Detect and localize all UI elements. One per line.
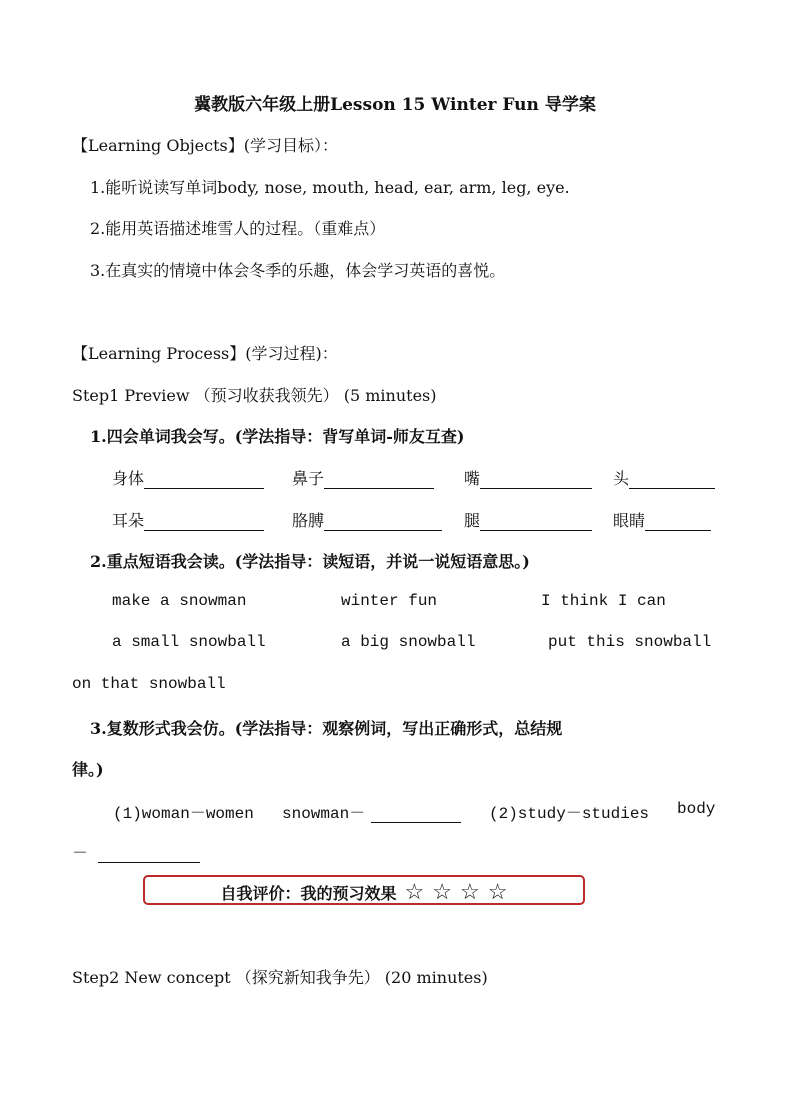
answer-blank[interactable]	[144, 472, 264, 489]
star-icon[interactable]: ☆	[404, 880, 425, 905]
answer-blank[interactable]	[324, 472, 434, 489]
word-label: 嘴	[464, 469, 481, 488]
answer-blank[interactable]	[371, 806, 461, 823]
task2-heading: 2.重点短语我会读。(学法指导：读短语，并说一说短语意思。)	[90, 552, 530, 571]
plural-question	[72, 840, 200, 863]
phrase-item: a big snowball	[341, 633, 476, 651]
word-item	[464, 508, 592, 531]
plural-dash: －	[72, 845, 89, 863]
answer-blank[interactable]	[480, 472, 592, 489]
plural-word: body	[677, 800, 716, 818]
phrase-item: I think I can	[541, 592, 666, 610]
objective-item: 1.能听说读写单词body, nose, mouth, head, ear, arm, leg, eye.	[90, 178, 570, 197]
task3-heading: 3.复数形式我会仿。(学法指导：观察例词，写出正确形式，总结规	[90, 719, 563, 738]
word-label: 眼睛	[613, 511, 646, 530]
task3-heading-cont: 律。)	[72, 760, 104, 779]
word-label: 头	[613, 469, 630, 488]
word-item	[613, 508, 711, 531]
word-item	[112, 466, 264, 489]
answer-blank[interactable]	[98, 846, 200, 863]
objective-item: 2.能用英语描述堆雪人的过程。（重难点）	[90, 219, 386, 238]
self-evaluation-box	[143, 875, 585, 905]
phrase-continuation: on that snowball	[72, 675, 226, 693]
answer-blank[interactable]	[144, 514, 264, 531]
step2-heading: Step2 New concept （探究新知我争先） (20 minutes)	[72, 968, 488, 987]
answer-blank[interactable]	[324, 514, 442, 531]
word-item	[613, 466, 715, 489]
page-title: 冀教版六年级上册Lesson 15 Winter Fun 导学案	[194, 95, 596, 115]
word-label: 耳朵	[112, 511, 145, 530]
answer-blank[interactable]	[480, 514, 592, 531]
phrase-item: put this snowball	[548, 633, 712, 651]
process-heading: 【Learning Process】(学习过程)：	[72, 344, 338, 363]
phrase-item: winter fun	[341, 592, 438, 610]
objective-item: 3.在真实的情境中体会冬季的乐趣，体会学习英语的喜悦。	[90, 261, 506, 280]
star-icon[interactable]: ☆	[460, 880, 480, 905]
star-icon[interactable]: ☆	[487, 880, 508, 905]
answer-blank[interactable]	[629, 472, 715, 489]
word-label: 胳膊	[292, 511, 325, 530]
self-evaluation	[145, 880, 583, 905]
plural-example: (1)woman－women	[113, 805, 254, 823]
answer-blank[interactable]	[645, 514, 711, 531]
word-label: 鼻子	[292, 469, 325, 488]
word-item	[464, 466, 592, 489]
plural-example: (2)study－studies	[489, 805, 650, 823]
step1-heading: Step1 Preview （预习收获我领先） (5 minutes)	[72, 386, 437, 405]
plural-question	[282, 800, 461, 823]
plural-word: snowman－	[282, 805, 366, 823]
self-evaluation-label: 自我评价：我的预习效果	[220, 884, 397, 903]
word-label: 身体	[112, 469, 145, 488]
objectives-heading: 【Learning Objects】(学习目标）：	[72, 136, 338, 155]
task1-heading: 1.四会单词我会写。(学法指导：背写单词-师友互查)	[90, 427, 465, 446]
phrase-item: a small snowball	[112, 633, 266, 651]
word-label: 腿	[464, 511, 481, 530]
word-item	[292, 508, 442, 531]
phrase-item: make a snowman	[112, 592, 247, 610]
word-item	[292, 466, 434, 489]
star-icon[interactable]: ☆	[432, 880, 452, 905]
word-item	[112, 508, 264, 531]
